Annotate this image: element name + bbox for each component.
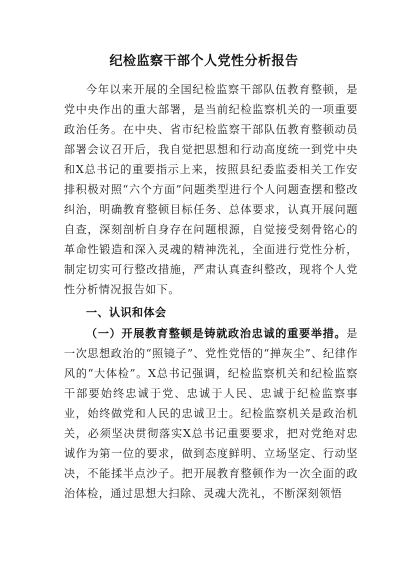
subsection-paragraph xyxy=(64,324,358,504)
subsection-heading: （一）开展教育整顿是铸就政治忠诚的重要举措。 xyxy=(86,327,347,340)
section-heading: 一、认识和体会 xyxy=(86,306,167,319)
intro-paragraph: 今年以来开展的全国纪检监察干部队伍教育整顿，是党中央作出的重大部署，是当前纪检监察机关的一项重要政治任务。在中央、省市纪检监察干部队伍教育整顿动员部署会议召开后，我自觉把思想和行动高度统一到党中央和X总书记的重要指示上来，按照县纪委监委相关工作安排积极对照“六个方面”问题类型进行个人问题查摆和整改纠治，明确教育整顿目标任务、总体要求，认真开展问题自查，深刻剖析自身存在问题根源，自觉接受刻骨铭心的革命性锻造和深入灵魂的精神洗礼，全面进行党性分析，制定切实可行整改措施，严肃认真查纠整改，现将个人党性分析情况报告如下。 xyxy=(64,83,358,296)
subsection-text: 是一次思想政治的“照镜子”、党性党悟的“掸灰尘”、纪律作风的“大体检”。X总书记强调，纪检监察机关和纪检监察干部要始终忠诚于党、忠诚于人民、忠诚于纪检监察事业，始终做党和人民的忠诚卫士。纪检监察机关是政治机关，必须坚决贯彻落实X总书记重要要求，把对党绝对忠诚作为第一位的要求，做到态度鲜明、立场坚定、行动坚决，不能揉半点沙子。把开展教育整顿作为一次全面的政治体检，通过思想大扫除、灵魂大洗礼，不断深刻领悟 xyxy=(64,327,358,500)
document-title: 纪检监察干部个人党性分析报告 xyxy=(109,54,299,69)
document-body xyxy=(64,80,358,504)
